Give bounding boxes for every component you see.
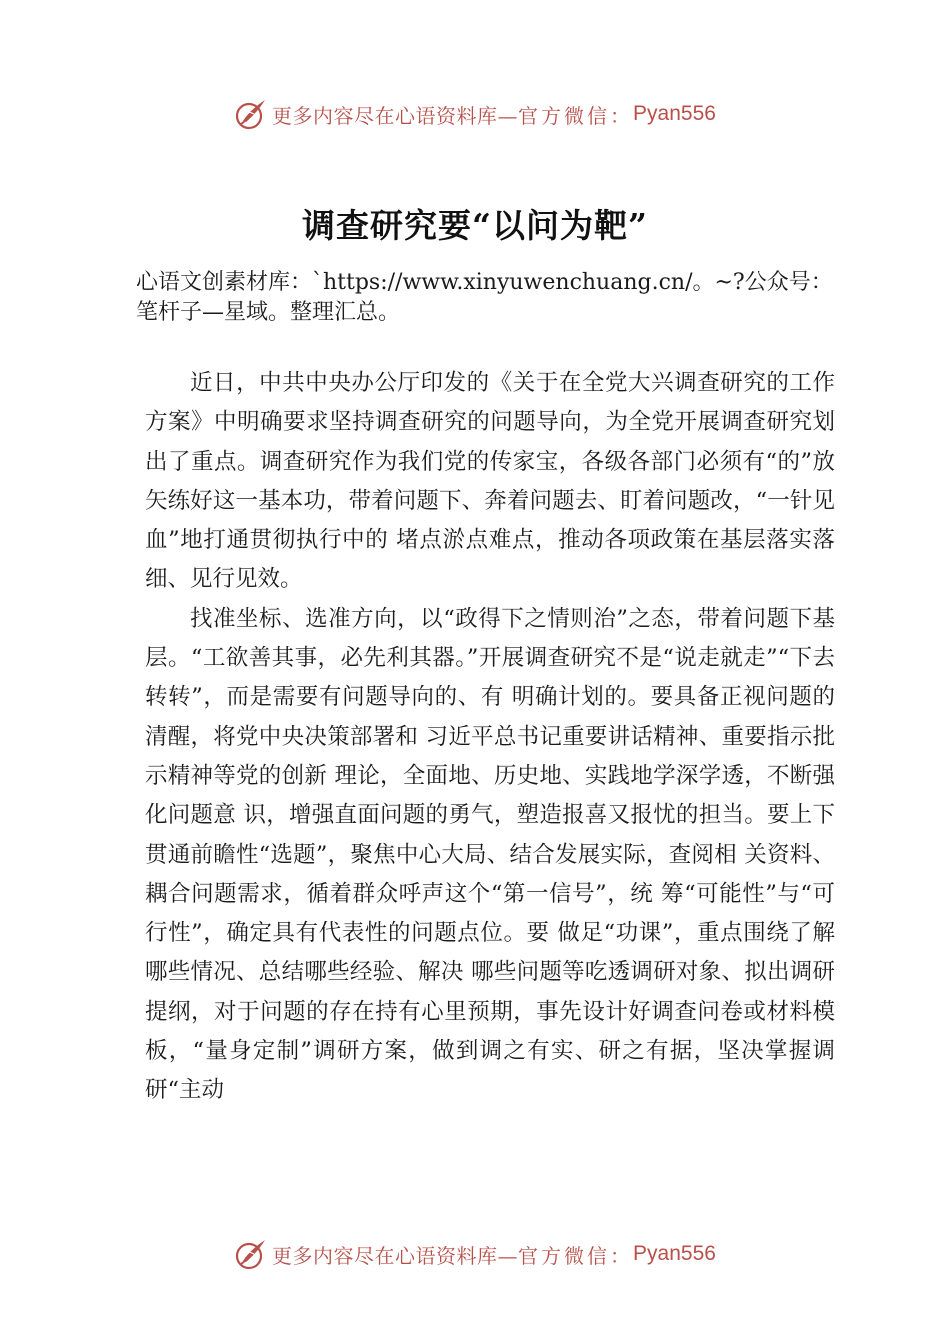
banner-text: 更多内容尽在心语资料库— <box>272 103 519 128</box>
header-banner <box>0 94 950 134</box>
banner-wechat-id: Pyan556 <box>633 102 716 125</box>
footer-banner <box>0 1234 950 1274</box>
document-title: 调查研究要“以问为靶” <box>302 206 648 245</box>
paragraph: 近日，中共中央办公厅印发的《关于在全党大兴调查研究的工作方案》中明确要求坚持调查研究的问题导向，为全党开展调查研究划出了重点。调查研究作为我们党的传家宝，各级各部门必须有“的”放矢练好这一基本功，带着问题下、奔着问题去、盯着问题改，“一针见血”地打通贯彻执行中的 堵点淤点难点，推动各项政策在基层落实落细、见行见效。 <box>145 370 835 593</box>
quill-pen-logo-icon <box>234 97 268 131</box>
document-body <box>145 364 835 1111</box>
banner-wechat-id: Pyan556 <box>633 1242 716 1265</box>
paragraph: 找准坐标、选准方向，以“政得下之情则治”之态，带着问题下基层。“工欲善其事，必先利其器。”开展调查研究不是“说走就走”“下去转转”，而是需要有问题导向的、有 明确计划的。要具备正视问题的清醒，将党中央决策部署和 习近平总书记重要讲话精神、重要指示批示精神等党的创新 理论，全面地、历史地、实践地学深学透，不断强化问题意 识，增强直面问题的勇气，塑造报喜又报忧的担当。要上下 贯通前瞻性“选题”，聚焦中心大局、结合发展实际，查阅相 关资料、耦合问题需求，循着群众呼声这个“第一信号”，统 筹“可能性”与“可行性”，确定具有代表性的问题点位。要 做足“功课”，重点围绕了解哪些情况、总结哪些经验、解决 哪些问题等吃透调研对象、拟出调研提纲，对于问题的存在持有心里预期，事先设计好调查问卷或材料模板，“量身定制”调研方案，做到调之有实、研之有据，坚决掌握调研“主动 <box>145 605 835 1104</box>
quill-pen-logo-icon <box>234 1237 268 1271</box>
banner-text: 更多内容尽在心语资料库— <box>272 1243 519 1268</box>
source-line: 心语文创素材库：`https://www.xinyuwenchuang.cn/。~?公众号：笔杆子—星域。整理汇总。 <box>136 270 833 325</box>
banner-wechat-label: 官方微信： <box>518 1243 634 1268</box>
banner-wechat-label: 官方微信： <box>518 103 634 128</box>
